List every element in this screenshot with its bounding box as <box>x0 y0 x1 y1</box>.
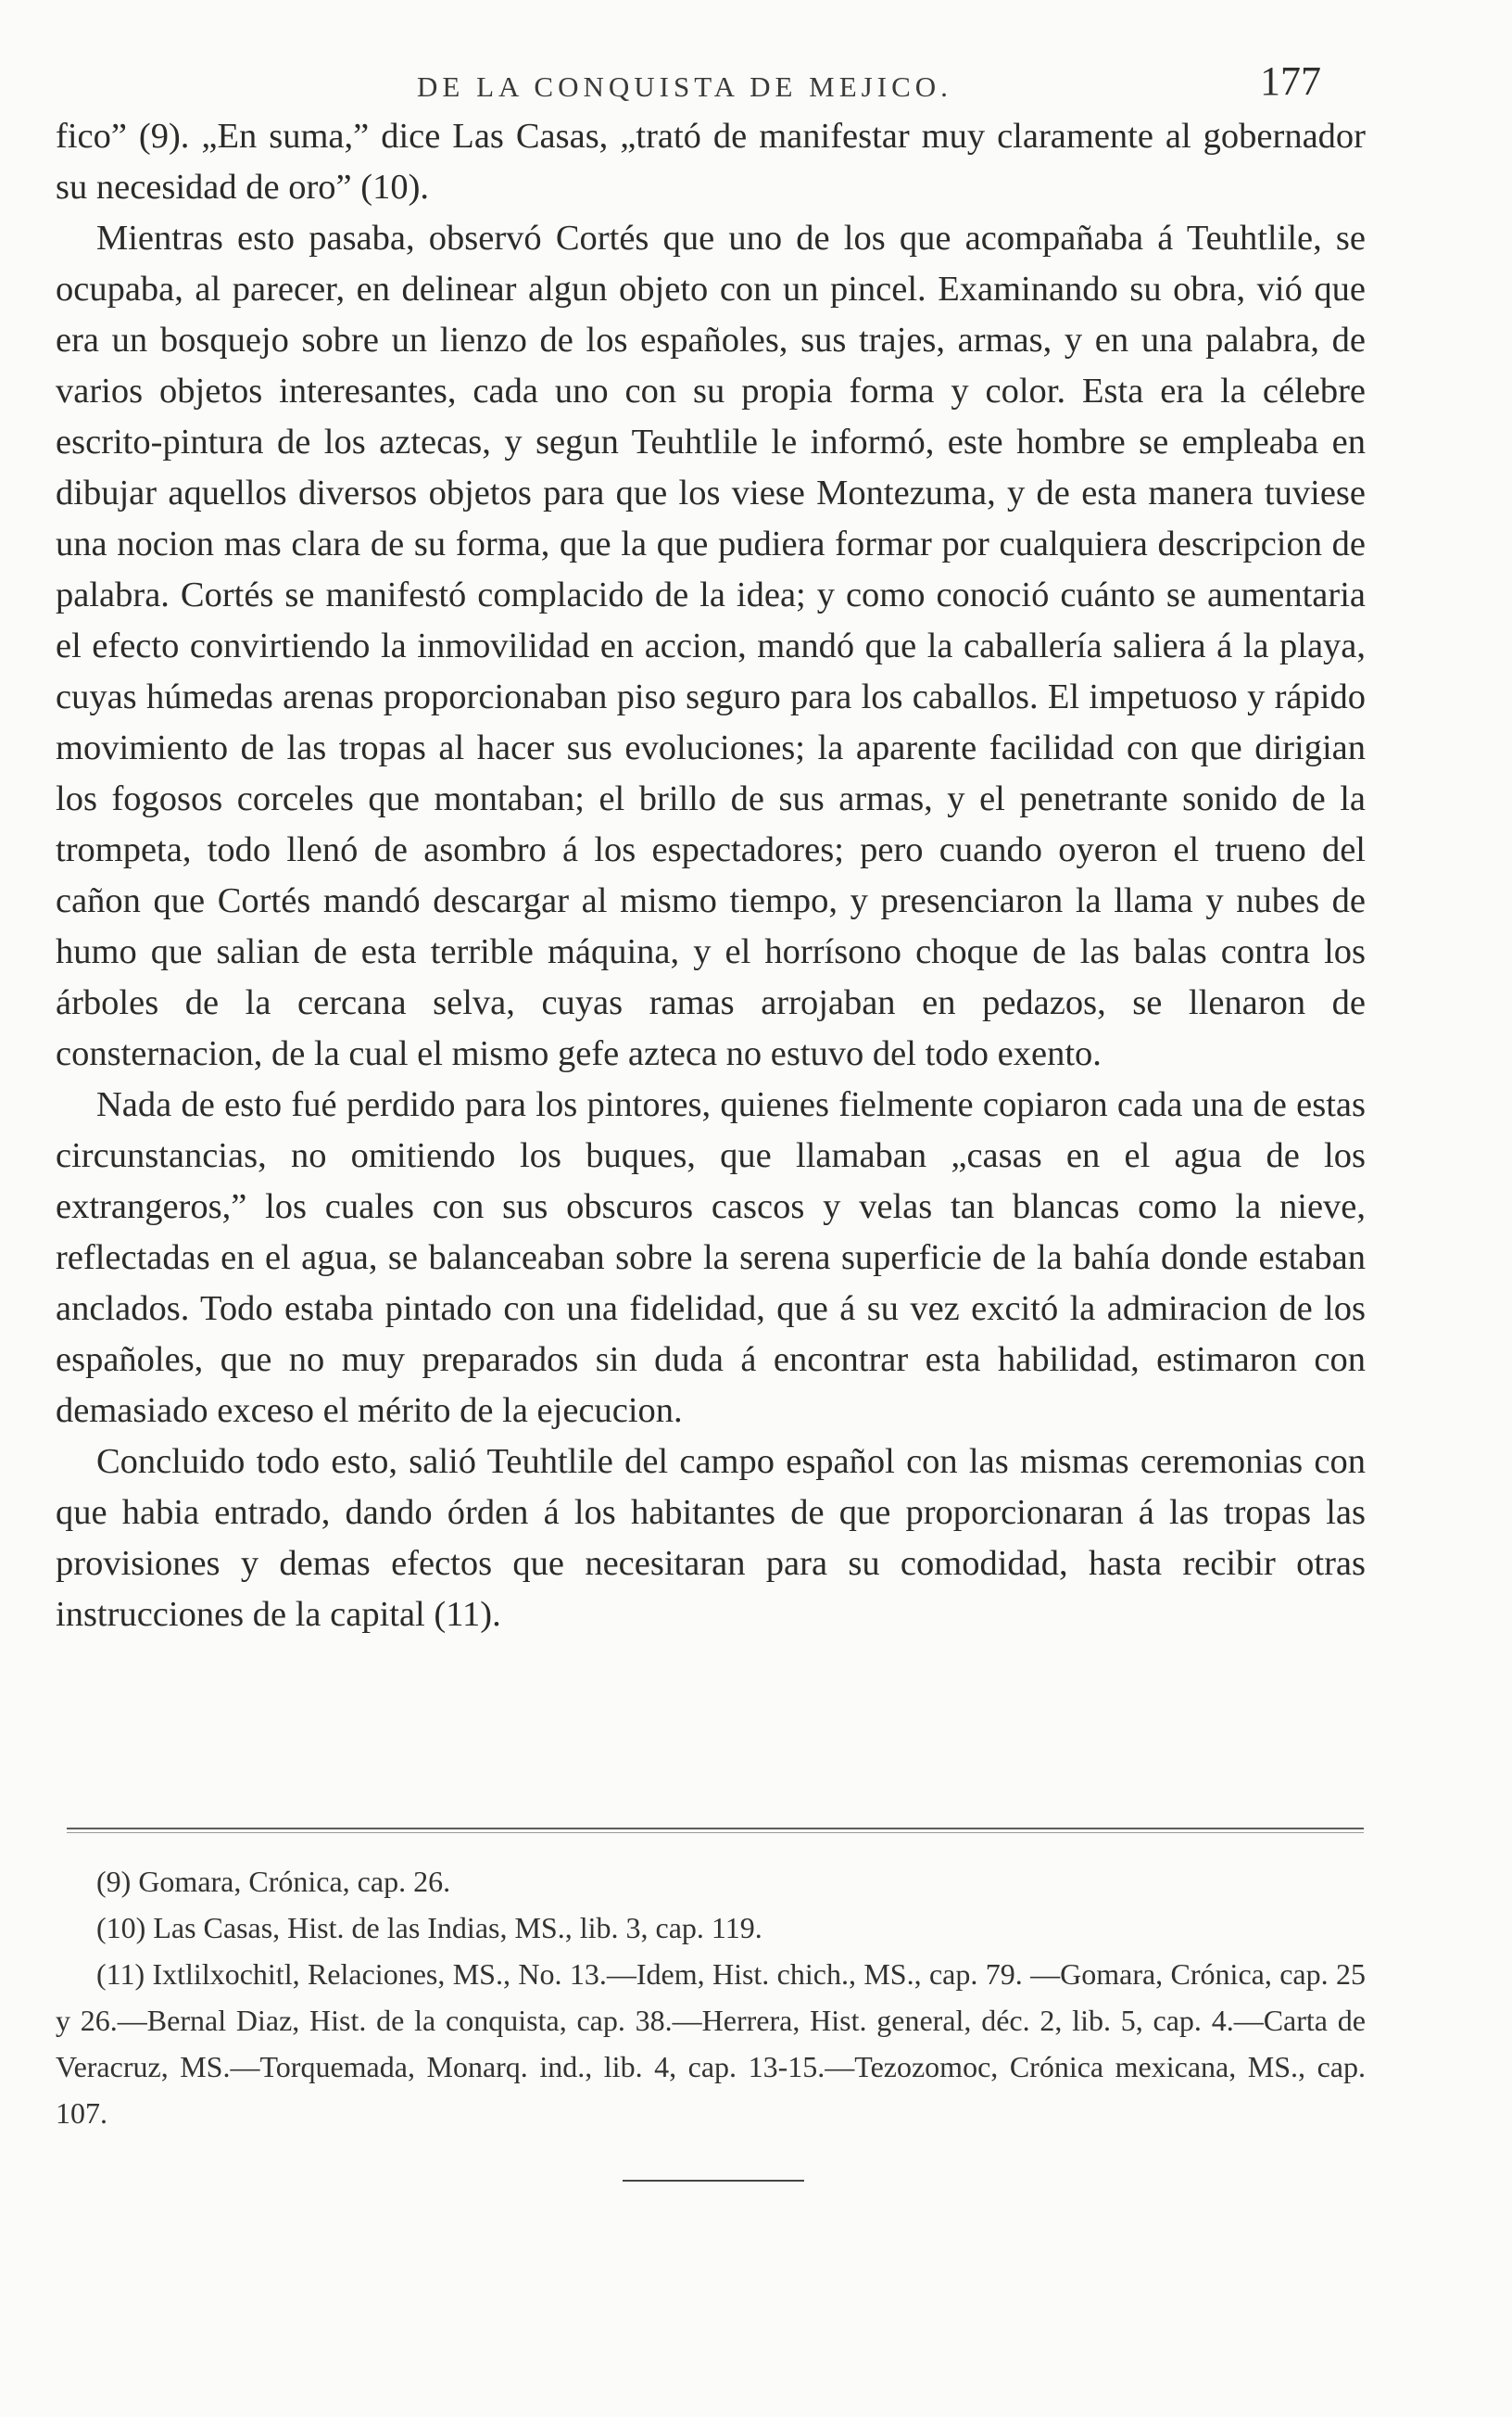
paragraph: Mientras esto pasaba, observó Cortés que uno de los que acompañaba á Teuhtlile, se ocupaba, al parecer, en delinear algun objeto con un pincel. Examinando su obra, vió que era un bosquejo sobre un lienzo de los españoles, sus trajes, armas, y en una palabra, de varios objetos interesantes, cada uno con su propia forma y color. Esta era la célebre escrito-pintura de los aztecas, y segun Teuhtlile le informó, este hombre se empleaba en dibujar aquellos diversos objetos para que los viese Montezuma, y de esta manera tuviese una nocion mas clara de su forma, que la que pudiera formar por cualquiera descripcion de palabra. Cortés se manifestó complacido de la idea; y como conoció cuánto se aumentaria el efecto convirtiendo la inmovilidad en accion, mandó que la caballería saliera á la playa, cuyas húmedas arenas proporcionaban piso seguro para los caballos. El impetuoso y rápido movimiento de las tropas al hacer sus evoluciones; la aparente facilidad con que dirigian los fogosos corceles que montaban; el brillo de sus armas, y el penetrante sonido de la trompeta, todo llenó de asombro á los espectadores; pero cuando oyeron el trueno del cañon que Cortés mandó descargar al mismo tiempo, y presenciaron la llama y nubes de humo que salian de esta terrible máquina, y el horrísono choque de las balas contra los árboles de la cercana selva, cuyas ramas arrojaban en pedazos, se llenaron de consternacion, de la cual el mismo gefe azteca no estuvo del todo exento. <box>56 219 1366 1073</box>
end-rule <box>623 2180 804 2182</box>
running-head <box>56 57 1353 113</box>
footnote-10: (10) Las Casas, Hist. de las Indias, MS., lib. 3, cap. 119. <box>96 1911 762 1944</box>
main-text <box>56 111 1366 1640</box>
paragraph: Nada de esto fué perdido para los pintores, quienes fielmente copiaron cada una de estas circunstancias, no omitiendo los buques, que llamaban „casas en el agua de los extrangeros,” los cuales con sus obscuros cascos y velas tan blancas como la nieve, reflectadas en el agua, se balanceaban sobre la serena superficie de la bahía donde estaban anclados. Todo estaba pintado con una fidelidad, que á su vez excitó la admiracion de los españoles, que no muy preparados sin duda á encontrar esta habilidad, estimaron con demasiado exceso el mérito de la ejecucion. <box>56 1085 1366 1430</box>
footnotes <box>56 1858 1366 2136</box>
footnote-9: (9) Gomara, Crónica, cap. 26. <box>96 1865 451 1898</box>
paragraph: Concluido todo esto, salió Teuhtlile del campo español con las mismas ceremonias con que habia entrado, dando órden á los habitantes de que proporcionaran á las tropas las provisiones y demas efectos que necesitaran para su comodidad, hasta recibir otras instrucciones de la capital (11). <box>56 1442 1366 1634</box>
paragraph-continuation: fico” (9). „En suma,” dice Las Casas, „trató de manifestar muy claramente al gobernador su necesidad de oro” (10). <box>56 117 1366 207</box>
footnote-divider-secondary <box>67 1832 1364 1833</box>
page-number: 177 <box>1260 58 1321 104</box>
footnote-divider <box>67 1828 1364 1829</box>
running-title: DE LA CONQUISTA DE MEJICO. <box>417 70 952 103</box>
footnote-11: (11) Ixtlilxochitl, Relaciones, MS., No. 13.—Idem, Hist. chich., MS., cap. 79. —Gomara, Crónica, cap. 25 y 26.—Bernal Diaz, Hist. de la conquista, cap. 38.—Herrera, Hist. general, déc. 2, lib. 5, cap. 4.—Carta de Veracruz, MS.—Torquemada, Monarq. ind., lib. 4, cap. 13-15.—Tezozomoc, Crónica mexicana, MS., cap. 107. <box>56 1957 1366 2130</box>
